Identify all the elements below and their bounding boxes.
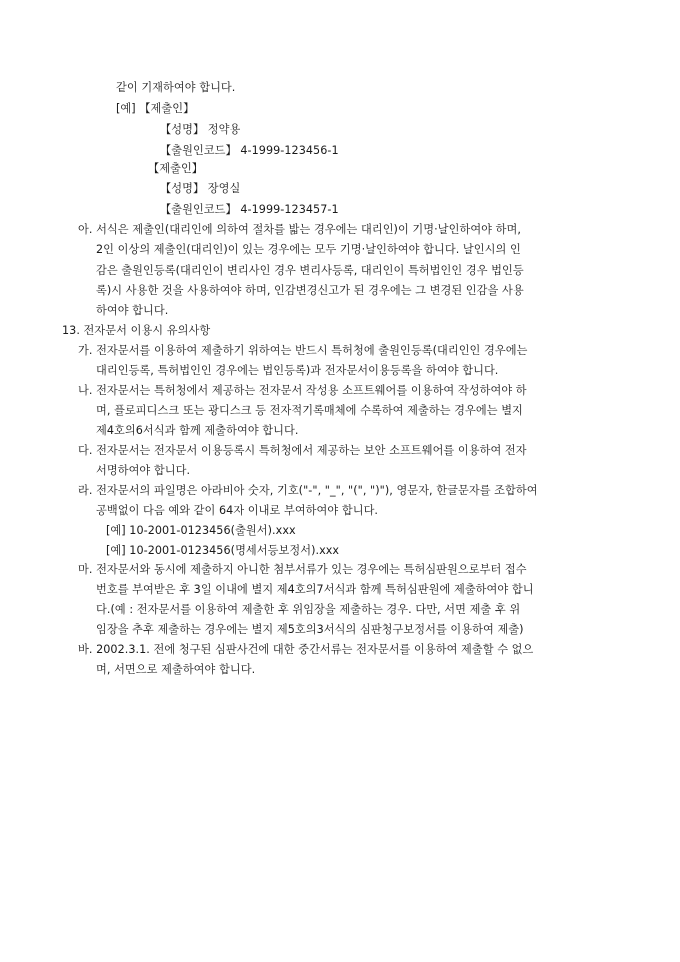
text-line: 2인 이상의 제출인(대리인)이 있는 경우에는 모두 기명·날인하여야 합니다. 날인시의 인 <box>96 243 521 256</box>
text-line: 대리인등록, 특허법인인 경우에는 법인등록)과 전자문서이용등록을 하여야 합니다. <box>96 364 499 377</box>
text-line: 【성명】 장영실 <box>160 182 241 195</box>
example-line: [예] 10-2001-0123456(출원서).xxx <box>106 524 296 537</box>
list-item-line: 바. 2002.3.1. 전에 청구된 심판사건에 대한 중간서류는 전자문서를 이용하여 제출할 수 없으 <box>78 643 534 656</box>
text-line: 하여야 합니다. <box>96 304 169 317</box>
list-item-line: 라. 전자문서의 파일명은 아라비아 숫자, 기호("-", "_", "(", ")"), 영문자, 한글문자를 조합하여 <box>78 484 538 497</box>
text-line: 【제출인】 <box>148 162 204 175</box>
text-line: 서명하여야 합니다. <box>96 464 191 477</box>
text-line: 록)시 사용한 것을 사용하여야 하며, 인감변경신고가 된 경우에는 그 변경된 인감을 사용 <box>96 284 524 297</box>
text-line: 며, 플로피디스크 또는 광디스크 등 전자적기록매체에 수록하여 제출하는 경우에는 별지 <box>96 404 523 417</box>
text-line: 번호를 부여받은 후 3일 이내에 별지 제4호의7서식과 함께 특허심판원에 제출하여야 합니 <box>96 583 534 596</box>
text-line: 【출원인코드】 4-1999-123457-1 <box>160 203 339 216</box>
list-item-line: 마. 전자문서와 동시에 제출하지 아니한 첨부서류가 있는 경우에는 특허심판원으로부터 접수 <box>78 563 527 576</box>
text-line: 【성명】 정약용 <box>160 123 241 136</box>
text-line: 공백없이 다음 예와 같이 64자 이내로 부여하여야 합니다. <box>96 504 379 517</box>
text-line: 감은 출원인등록(대리인이 변리사인 경우 변리사등록, 대리인이 특허법인인 경우 법인등 <box>96 264 524 277</box>
text-line: 며, 서면으로 제출하여야 합니다. <box>96 663 256 676</box>
list-item-line: 아. 서식은 제출인(대리인에 의하여 절차를 밟는 경우에는 대리인)이 기명·날인하여야 하며, <box>78 223 521 236</box>
text-line: 제4호의6서식과 함께 제출하여야 합니다. <box>96 424 299 437</box>
example-label-line: [예] 【제출인】 <box>116 102 195 115</box>
list-item-line: 다. 전자문서는 전자문서 이용등록시 특허청에서 제공하는 보안 소프트웨어를 이용하여 전자 <box>78 444 527 457</box>
section-heading: 13. 전자문서 이용시 유의사항 <box>62 324 211 337</box>
text-line: 다.(예 : 전자문서를 이용하여 제출한 후 위임장을 제출하는 경우. 다만, 서면 제출 후 위 <box>96 603 521 616</box>
list-item-line: 가. 전자문서를 이용하여 제출하기 위하여는 반드시 특허청에 출원인등록(대리인인 경우에는 <box>78 344 528 357</box>
text-line: 같이 기재하여야 합니다. <box>116 81 236 94</box>
list-item-line: 나. 전자문서는 특허청에서 제공하는 전자문서 작성용 소프트웨어를 이용하여 작성하여야 하 <box>78 384 527 397</box>
text-line: 【출원인코드】 4-1999-123456-1 <box>160 144 339 157</box>
example-line: [예] 10-2001-0123456(명세서등보정서).xxx <box>106 544 340 557</box>
text-line: 임장을 추후 제출하는 경우에는 별지 제5호의3서식의 심판청구보정서를 이용하여 제출) <box>96 623 524 636</box>
